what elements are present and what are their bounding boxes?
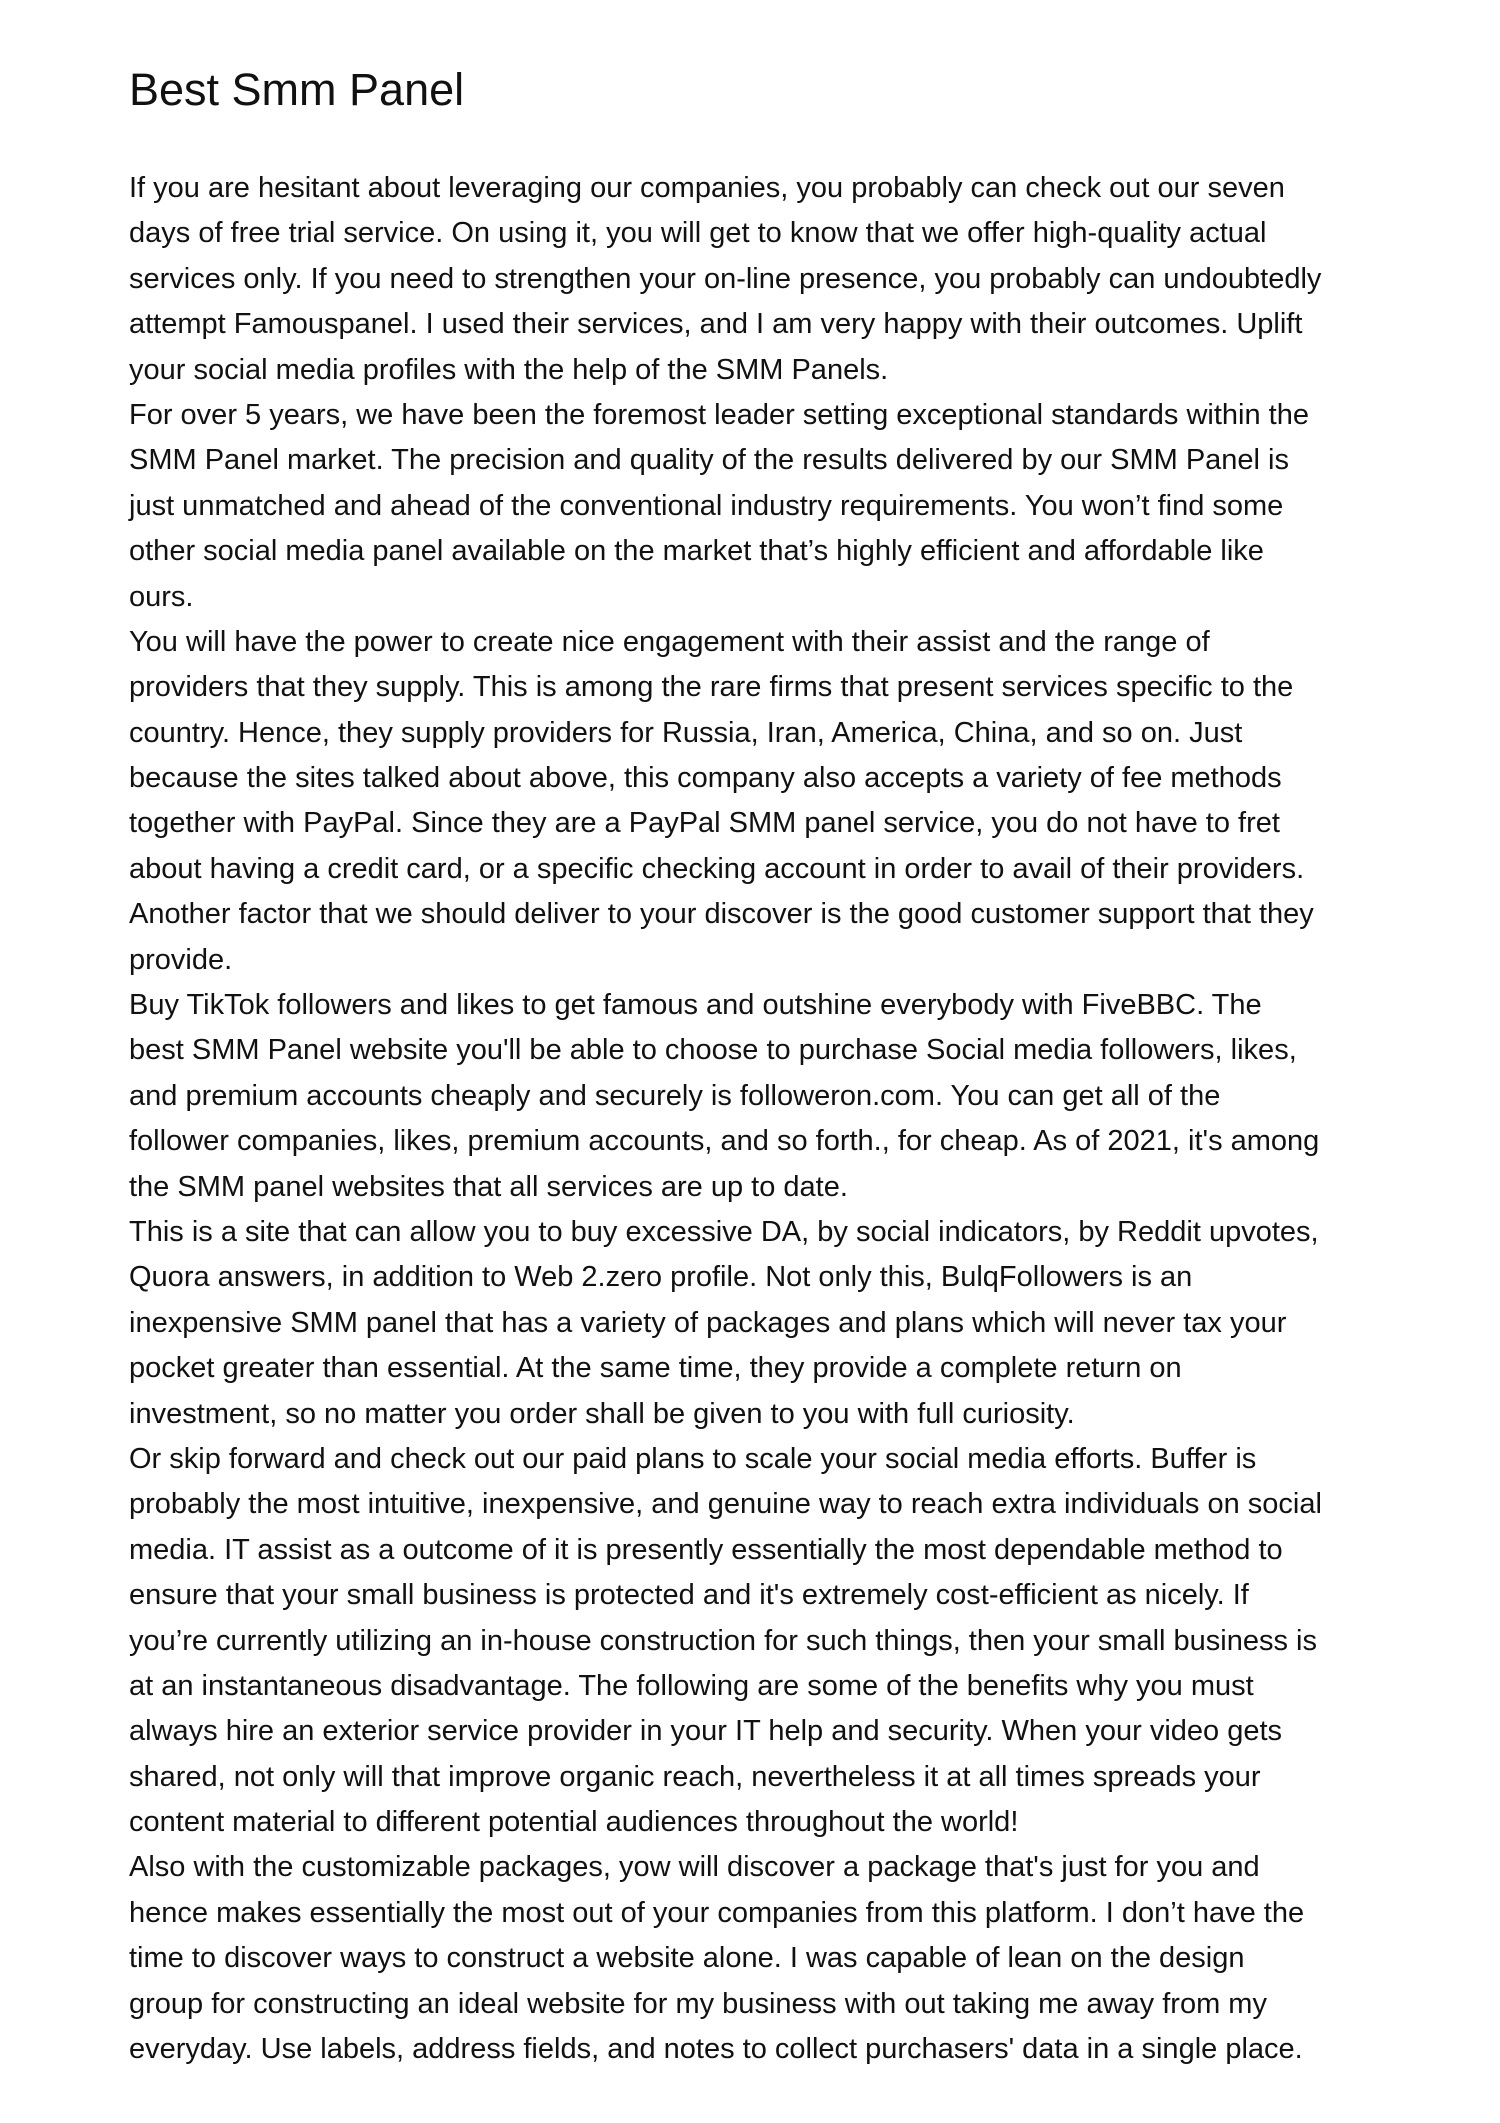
text-line: best SMM Panel website you'll be able to choose to purchase Social media followers, likes, xyxy=(129,1034,1297,1067)
document-body xyxy=(129,166,1322,2072)
text-line: group for constructing an ideal website for my business with out taking me away from my xyxy=(129,1987,1267,2020)
paragraph xyxy=(129,393,1322,620)
text-line: SMM Panel market. The precision and quality of the results delivered by our SMM Panel is xyxy=(129,444,1289,477)
text-line: hence makes essentially the most out of your companies from this platform. I don’t have the xyxy=(129,1896,1305,1929)
text-line: For over 5 years, we have been the foremost leader setting exceptional standards within the xyxy=(129,398,1309,431)
paragraph xyxy=(129,1210,1322,1437)
text-line: media. IT assist as a outcome of it is presently essentially the most dependable method to xyxy=(129,1533,1283,1566)
text-line: attempt Famouspanel. I used their services, and I am very happy with their outcomes. Uplift xyxy=(129,308,1303,341)
text-line: your social media profiles with the help of the SMM Panels. xyxy=(129,353,889,386)
text-line: content material to different potential audiences throughout the world! xyxy=(129,1806,1019,1839)
text-line: and premium accounts cheaply and securely is followeron.com. You can get all of the xyxy=(129,1079,1221,1112)
text-line: time to discover ways to construct a website alone. I was capable of lean on the design xyxy=(129,1942,1245,1975)
text-line: days of free trial service. On using it, you will get to know that we offer high-quality actual xyxy=(129,217,1267,250)
text-line: because the sites talked about above, this company also accepts a variety of fee methods xyxy=(129,762,1282,795)
paragraph xyxy=(129,1845,1322,2072)
text-line: Buy TikTok followers and likes to get famous and outshine everybody with FiveBBC. The xyxy=(129,989,1262,1022)
paragraph xyxy=(129,166,1322,393)
text-line: always hire an exterior service provider in your IT help and security. When your video gets xyxy=(129,1715,1283,1748)
text-line: investment, so no matter you order shall be given to you with full curiosity. xyxy=(129,1397,1075,1430)
text-line: This is a site that can allow you to buy excessive DA, by social indicators, by Reddit upvotes, xyxy=(129,1215,1319,1248)
text-line: inexpensive SMM panel that has a variety of packages and plans which will never tax your xyxy=(129,1306,1287,1339)
text-line: shared, not only will that improve organic reach, nevertheless it at all times spreads your xyxy=(129,1760,1261,1793)
text-line: the SMM panel websites that all services are up to date. xyxy=(129,1170,848,1203)
page-title: Best Smm Panel xyxy=(129,64,465,115)
text-line: you’re currently utilizing an in-house construction for such things, then your small business is xyxy=(129,1624,1317,1657)
paragraph xyxy=(129,1437,1322,1846)
text-line: ensure that your small business is protected and it's extremely cost-efficient as nicely. If xyxy=(129,1579,1249,1612)
text-line: provide. xyxy=(129,943,233,976)
text-line: at an instantaneous disadvantage. The following are some of the benefits why you must xyxy=(129,1669,1254,1702)
text-line: Another factor that we should deliver to your discover is the good customer support that they xyxy=(129,898,1314,931)
text-line: services only. If you need to strengthen your on-line presence, you probably can undoubtedly xyxy=(129,262,1322,295)
text-line: If you are hesitant about leveraging our companies, you probably can check out our seven xyxy=(129,172,1285,204)
text-line: You will have the power to create nice engagement with their assist and the range of xyxy=(129,625,1210,658)
text-line: follower companies, likes, premium accounts, and so forth., for cheap. As of 2021, it's among xyxy=(129,1125,1320,1158)
text-line: ours. xyxy=(129,580,194,613)
text-line: just unmatched and ahead of the conventional industry requirements. You won’t find some xyxy=(129,489,1284,522)
text-line: country. Hence, they supply providers for Russia, Iran, America, China, and so on. Just xyxy=(129,716,1243,749)
text-line: about having a credit card, or a specific checking account in order to avail of their providers. xyxy=(129,852,1305,885)
text-line: Or skip forward and check out our paid plans to scale your social media efforts. Buffer is xyxy=(129,1442,1257,1475)
paragraph xyxy=(129,620,1322,983)
text-line: other social media panel available on the market that’s highly efficient and affordable like xyxy=(129,535,1264,568)
paragraph xyxy=(129,983,1322,1210)
text-line: Also with the customizable packages, yow will discover a package that's just for you and xyxy=(129,1851,1260,1884)
text-line: everyday. Use labels, address fields, and notes to collect purchasers' data in a single place. xyxy=(129,2033,1303,2066)
text-line: Quora answers, in addition to Web 2.zero profile. Not only this, BulqFollowers is an xyxy=(129,1261,1193,1294)
text-line: pocket greater than essential. At the same time, they provide a complete return on xyxy=(129,1352,1182,1385)
text-line: together with PayPal. Since they are a PayPal SMM panel service, you do not have to fret xyxy=(129,807,1280,840)
text-line: providers that they supply. This is among the rare firms that present services specific to the xyxy=(129,671,1294,704)
text-line: probably the most intuitive, inexpensive, and genuine way to reach extra individuals on social xyxy=(129,1488,1322,1521)
